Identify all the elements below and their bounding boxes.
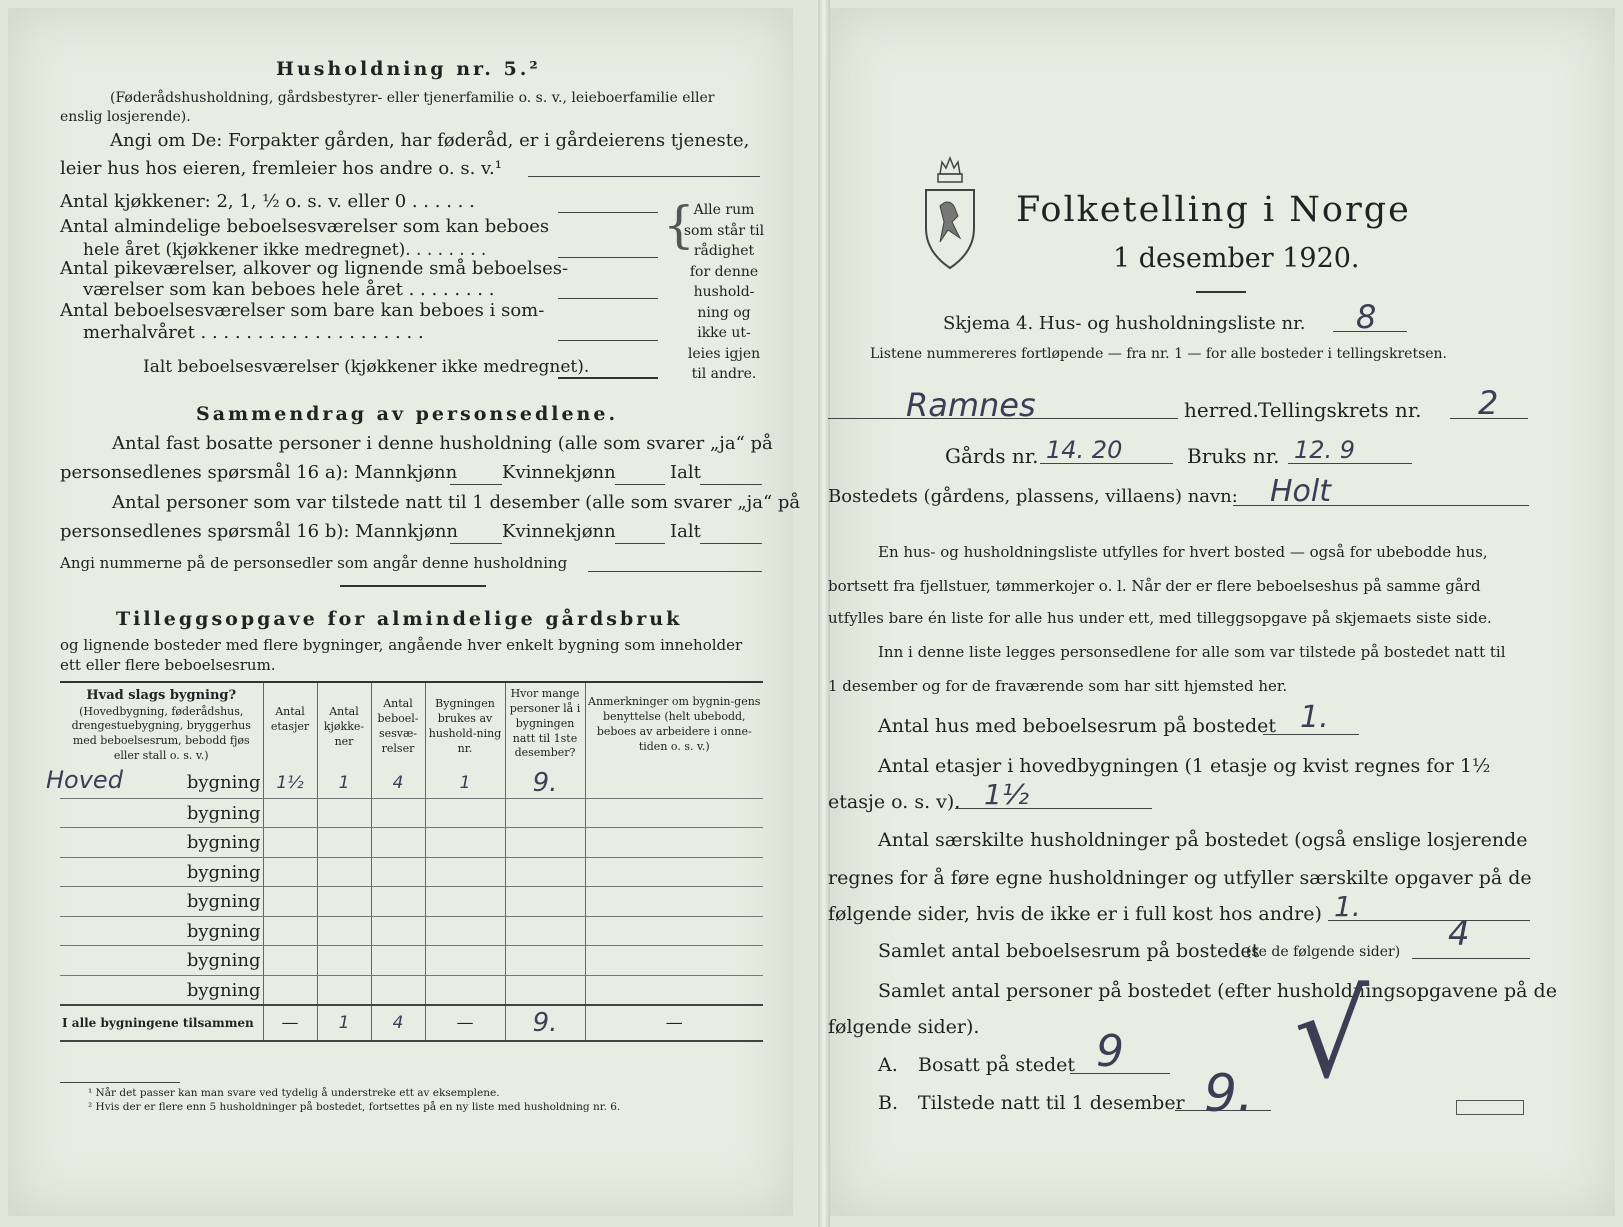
building-label [60,916,263,946]
header-building-type-note: (Hovedbygning, føderådshus, drengestuebygning, bryggerhus med beboelsesrum, bebodd fjøs eller stall o. s. v.) [71,704,251,763]
row-vaerelser [371,887,425,917]
header-anmerkninger: Anmerkninger om bygnin-gens benyttelse (helt ubebodd, beboes av arbeidere i onne-tiden o. s. v.) [588,695,761,753]
row-personer [505,828,585,858]
samlet-rum-note: (se de følgende sider) [1246,944,1401,960]
etasjer-line-2: etasje o. s. v). [828,791,961,813]
building-label [46,765,263,799]
row-husholdning [425,798,505,828]
table-header-row [60,683,763,768]
row-anm [585,975,763,1005]
table-row [60,946,763,976]
tilstede-label: Tilstede natt til 1 desember [918,1092,1185,1114]
bosatt-value: 9 [1096,1026,1124,1077]
header-building-type [60,683,263,768]
building-word: bygning [186,771,261,793]
total-personer: 9. [505,1005,585,1041]
side-note-line: som står til [683,222,765,239]
etasjer-line-1: Antal etasjer i hovedbygningen (1 etasje og kvist regnes for 1½ [878,755,1491,777]
row-anm [585,916,763,946]
bosted-label: Bostedets (gårdens, plassens, villaens) navn: [828,486,1238,507]
etasjer-value: 1½ [984,778,1029,811]
building-label [60,828,263,858]
row-vaerelser [371,828,425,858]
paragraph-1-line-3: utfylles bare én liste for alle hus under ett, med tilleggsopgave på skjemaets siste side. [828,609,1492,627]
paragraph-1-line-1: En hus- og husholdningsliste utfylles for hvert bosted — også for ubebodde hus, [878,543,1488,561]
bosatt-letter: A. [878,1054,898,1076]
bruks-value: 12. 9 [1294,436,1356,464]
building-word: bygning [186,891,261,913]
census-title: Folketelling i Norge [1016,190,1411,230]
building-label [60,946,263,976]
row-etasjer: 1½ [263,768,317,799]
present-total-line [700,543,762,544]
side-note-line: Alle rum [693,202,755,218]
building-word: bygning [186,979,261,1001]
row-vaerelser [371,857,425,887]
summer-answer-line [558,340,658,341]
side-note-line: til andre. [691,366,757,382]
row-kjokkener [317,946,371,976]
table-row [60,975,763,1005]
tellingskrets-label: Tellingskrets nr. [1258,398,1422,422]
angi-answer-line [588,571,762,572]
row-personer [505,946,585,976]
table-row [60,828,763,858]
tilstede-letter: B. [878,1092,899,1114]
total-anm: — [585,1005,763,1041]
table-row [60,916,763,946]
row-vaerelser: 4 [371,768,425,799]
header-kjokkener: Antal kjøkke-ner [317,683,371,768]
tellingskrets-value: 2 [1478,384,1499,422]
table-row [60,887,763,917]
fast-male-line [450,484,502,485]
kitchens-answer-line [558,212,658,213]
samlet-rum-line [1412,958,1530,959]
header-personer: Hvor mange personer lå i bygningen natt til 1ste desember? [505,683,585,768]
row-personer [505,857,585,887]
summary-present-1: Antal personer som var tilstede natt til 1 desember (alle som svarer „ja“ på [112,492,801,513]
summary-fast-2: personsedlenes spørsmål 16 a): Mannkjønn [60,462,458,483]
summary-title: Sammendrag av personsedlene. [196,403,619,425]
row-husholdning [425,916,505,946]
ask-line-2: leier hus hos eieren, fremleier hos andre o. s. v.¹ [60,158,502,179]
household-title: Husholdning nr. 5.² [276,58,541,80]
total-vaerelser: 4 [371,1005,425,1041]
total-etasjer: — [263,1005,317,1041]
brace: { [663,196,695,254]
side-note-line: rådighet [693,243,755,259]
row-anm [585,828,763,858]
paragraph-2-line-1: Inn i denne liste legges personsedlene for alle som var tilstede på bostedet natt til [878,643,1506,661]
row-husholdning [425,887,505,917]
household-subtitle-2: enslig losjerende). [60,109,191,125]
hus-value: 1. [1300,700,1329,735]
row-vaerelser [371,975,425,1005]
row-kjokkener [317,798,371,828]
ordinary-answer-line [558,257,658,258]
building-word: bygning [186,802,261,824]
header-etasjer: Antal etasjer [263,683,317,768]
row-husholdning [425,857,505,887]
building-word: bygning [186,920,261,942]
total-rooms-label: Ialt beboelsesværelser (kjøkkener ikke medregnet). [143,357,590,377]
row-kjokkener [317,828,371,858]
row-kjokkener: 1 [317,768,371,799]
saer-line-3: følgende sider, hvis de ikke er i full kost hos andre) [828,903,1322,925]
title-rule [1196,291,1246,293]
building-word: bygning [186,832,261,854]
row-personer [505,975,585,1005]
side-note-line: hushold- [693,284,755,300]
footnote-1: ¹ Når det passer kan man svare ved tydelig å understreke ett av eksemplene. [88,1087,500,1099]
saer-line-2: regnes for å føre egne husholdninger og utfyller særskilte opgaver på de [828,867,1532,889]
side-note-line: ikke ut- [697,325,751,341]
coat-of-arms-icon [918,156,982,272]
rooms-kitchens: Antal kjøkkener: 2, 1, ½ o. s. v. eller 0 . . . . . . [60,191,475,212]
check-mark: √ [1294,966,1370,1104]
row-kjokkener [317,975,371,1005]
row-kjokkener [317,916,371,946]
ask-answer-line [528,176,760,177]
header-vaerelser: Antal beboel-sesvæ-relser [371,683,425,768]
row-etasjer [263,916,317,946]
census-date: 1 desember 1920. [1113,243,1360,274]
gards-value: 14. 20 [1046,436,1123,464]
row-personer [505,798,585,828]
samlet-pers-line-1: Samlet antal personer på bostedet (efter husholdningsopgavene på de [878,980,1557,1002]
row-etasjer [263,975,317,1005]
fast-total-label: Ialt [670,462,701,483]
row-etasjer [263,798,317,828]
saer-line-1: Antal særskilte husholdninger på bostedet (også enslige losjerende [878,829,1528,851]
samlet-pers-line-2: følgende sider). [828,1016,980,1038]
row-husholdning: 1 [425,768,505,799]
total-label: I alle bygningene tilsammen [60,1005,263,1041]
present-female-label: Kvinnekjønn [502,521,616,542]
header-husholdning: Bygningen brukes av hushold-ning nr. [425,683,505,768]
row-personer: 9. [505,768,585,799]
row-anm [585,857,763,887]
rooms-ordinary: Antal almindelige beboelsesværelser som kan beboes [60,216,550,237]
printer-stamp [1456,1100,1524,1115]
rooms-small: Antal pikeværelser, alkover og lignende små beboelses- [60,258,569,279]
samlet-rum-value: 4 [1448,914,1470,954]
angi-numbers: Angi nummerne på de personsedler som angår denne husholdning [60,554,568,572]
tillegg-line-2: ett eller flere beboelsesrum. [60,656,276,674]
samlet-rum-label: Samlet antal beboelsesrum på bostedet [878,940,1260,962]
row-etasjer [263,857,317,887]
row-etasjer [263,828,317,858]
skjema-nr-value: 8 [1356,298,1377,336]
total-rooms-line [558,377,658,379]
separator [340,585,486,587]
present-female-line [615,543,665,544]
household-subtitle: (Føderådshusholdning, gårdsbestyrer- eller tjenerfamilie o. s. v., leieboerfamilie eller [110,90,715,106]
rooms-summer: Antal beboelsesværelser som bare kan beboes i som- [60,300,545,321]
rooms-summer-2: merhalvåret . . . . . . . . . . . . . . . . . . . . [83,322,424,343]
building-word: bygning [186,950,261,972]
row-vaerelser [371,798,425,828]
hus-label: Antal hus med beboelsesrum på bostedet [878,715,1277,737]
saer-value: 1. [1334,890,1361,923]
summary-fast-1: Antal fast bosatte personer i denne husholdning (alle som svarer „ja“ på [112,433,773,454]
gards-label: Gårds nr. [945,444,1039,468]
paragraph-2-line-2: 1 desember og for de fraværende som har sitt hjemsted her. [828,677,1288,695]
present-total-label: Ialt [670,521,701,542]
herred-value: Ramnes [906,386,1036,424]
building-label [60,975,263,1005]
building-name: Hoved [46,765,123,794]
total-kjokkener: 1 [317,1005,371,1041]
ask-line-1: Angi om De: Forpakter gården, har føderåd, er i gårdeierens tjeneste, [110,130,750,151]
row-etasjer [263,946,317,976]
footnote-2: ² Hvis der er flere enn 5 husholdninger på bostedet, fortsettes på en ny liste med husholdning nr. 6. [88,1101,621,1113]
rooms-small-2: værelser som kan beboes hele året . . . . . . . . [83,279,495,300]
total-husholdning: — [425,1005,505,1041]
table-row [60,768,763,799]
row-anm [585,946,763,976]
footnote-rule [60,1082,180,1083]
row-etasjer [263,887,317,917]
row-husholdning [425,828,505,858]
fast-total-line [700,484,762,485]
table-row [60,798,763,828]
side-note-line: leies igjen [687,345,761,362]
table-row [60,857,763,887]
side-note [681,200,767,385]
present-male-line [450,543,502,544]
building-word: bygning [186,861,261,883]
total-row [60,1005,763,1041]
row-personer [505,887,585,917]
header-building-type-title: Hvad slags bygning? [86,688,237,703]
row-vaerelser [371,916,425,946]
building-label [60,857,263,887]
fast-female-line [615,484,665,485]
tillegg-line-1: og lignende bosteder med flere bygninger, angående hver enkelt bygning som inneholder [60,636,743,654]
rooms-ordinary-2: hele året (kjøkkener ikke medregnet). . . . . . . . [83,240,487,260]
row-anm [585,887,763,917]
side-note-line: for denne [689,263,759,280]
bosted-value: Holt [1270,474,1332,509]
row-anm [585,768,763,799]
bosatt-label: Bosatt på stedet [918,1054,1075,1076]
small-answer-line [558,298,658,299]
herred-label: herred. [1184,398,1259,422]
building-table [46,683,763,1042]
row-personer [505,916,585,946]
bruks-label: Bruks nr. [1187,444,1280,468]
building-label [60,798,263,828]
row-husholdning [425,946,505,976]
row-kjokkener [317,857,371,887]
row-kjokkener [317,887,371,917]
tillegg-title: Tilleggsopgave for almindelige gårdsbruk [116,608,683,630]
building-label [60,887,263,917]
tilstede-value: 9. [1204,1064,1254,1124]
side-note-line: ning og [697,304,751,321]
row-husholdning [425,975,505,1005]
skjema-label: Skjema 4. Hus- og husholdningsliste nr. [943,313,1306,334]
listene-note: Listene nummereres fortløpende — fra nr. 1 — for alle bosteder i tellingskretsen. [870,346,1448,362]
row-vaerelser [371,946,425,976]
row-anm [585,798,763,828]
paragraph-1-line-2: bortsett fra fjellstuer, tømmerkojer o. l. Når der er flere beboelseshus på samme gård [828,577,1481,595]
fast-female-label: Kvinnekjønn [502,462,616,483]
summary-present-2: personsedlenes spørsmål 16 b): Mannkjønn [60,521,459,542]
